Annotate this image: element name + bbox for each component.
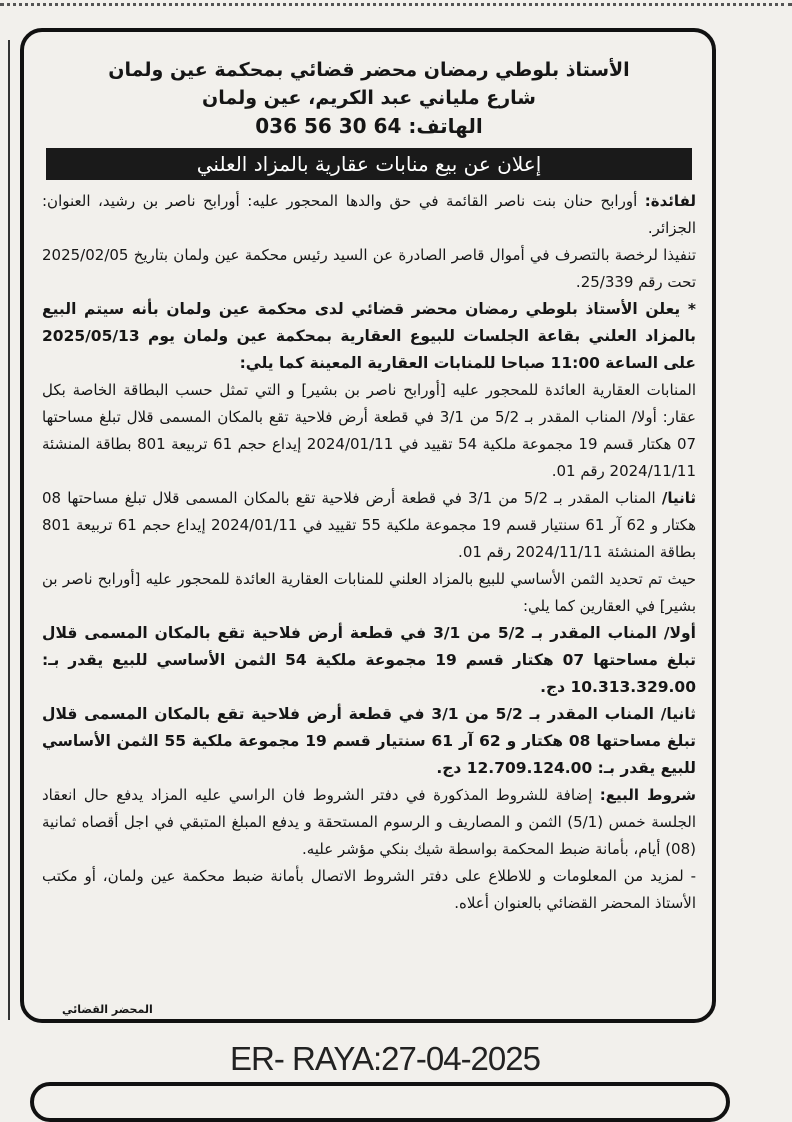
sale-conditions-label: شروط البيع: (599, 786, 696, 804)
next-notice-frame (30, 1082, 730, 1122)
bailiff-name: الأستاذ بلوطي رمضان محضر قضائي بمحكمة عين ولمان (108, 59, 630, 81)
bailiff-address: شارع ملياني عبد الكريم، عين ولمان (202, 87, 536, 109)
phone-number: 036 56 30 64 (255, 114, 402, 138)
base-price-second: ثانيا/ المناب المقدر بـ 5/2 من 3/1 في قطعة أرض فلاحية تقع بالمكان المسمى قلال تبلغ مساحتها 08 هكتار و 62 آر 61 سنتيار قسم 19 مجموعة ملكية 55 الثمن الأساسي للبيع يقدر بـ: 12.709.124.00 دج. (42, 705, 697, 777)
second-label: ثانيا/ (661, 489, 696, 507)
signature-row (42, 1003, 696, 1035)
base-price-intro: حيث تم تحديد الثمن الأساسي للبيع بالمزاد العلني للمنابات العقارية العائدة للمحجور عليه [أورابح ناصر بن بشير] في العقارين كما يلي: (42, 570, 696, 615)
adjacent-column-edge (0, 40, 10, 1020)
property-description-second (42, 485, 696, 566)
newspaper-footer: ER- RAYA:27-04-2025 (230, 1040, 540, 1077)
beneficiary-label: لفائدة: (644, 192, 696, 210)
phone-label: الهاتف: (408, 114, 483, 138)
bailiff-phone (42, 112, 696, 140)
base-price-first: أولا/ المناب المقدر بـ 5/2 من 3/1 في قطعة أرض فلاحية تقع بالمكان المسمى قلال تبلغ مساحتها 07 هكتار قسم 19 مجموعة ملكية 54 الثمن الأساسي للبيع يقدر بـ: 10.313.329.00 دج. (42, 624, 696, 696)
notice-title-banner: إعلان عن بيع منابات عقارية بالمزاد العلني (46, 148, 692, 180)
beneficiary-paragraph (42, 188, 696, 242)
sale-conditions-text: إضافة للشروط المذكورة في دفتر الشروط فان الراسي عليه المزاد يدفع حال انعقاد الجلسة خمس (5/1) الثمن و المصاريف و الرسوم المستحقة و يدفع المبلغ المتبقي في اجل أقصاه ثمانية (08) أيام، بأمانة ضبط المحكمة بواسطة شيك بنكي مؤشر عليه. (42, 786, 697, 858)
signature: المحضر القضائي (62, 1003, 153, 1016)
notice-content (42, 56, 696, 917)
more-info-paragraph: - لمزيد من المعلومات و للاطلاع على دفتر الشروط الاتصال بأمانة ضبط محكمة عين ولمان، أو مكتب الأستاذ المحضر القضائي بالعنوان أعلاه. (42, 867, 696, 912)
property-description-first: المنابات العقارية العائدة للمحجور عليه [أورابح ناصر بن بشير] و التي تمثل حسب البطاقة الخاصة بكل عقار: أولا/ المناب المقدر بـ 5/2 من 3/1 في قطعة أرض فلاحية تقع بالمكان المسمى قلال تبلغ مساحتها 07 هكتار قسم 19 مجموعة ملكية 54 تقييد في 2024/01/11 إيداع حجم 61 تربيعة 801 بطاقة المنشئة 2024/11/11 رقم 01. (42, 381, 697, 480)
top-dotted-rule (0, 3, 792, 6)
second-text: المناب المقدر بـ 5/2 من 3/1 في قطعة أرض فلاحية تقع بالمكان المسمى قلال تبلغ مساحتها 08 هكتار و 62 آر 61 سنتيار قسم 19 مجموعة ملكية 55 تقييد في 2024/01/11 إيداع حجم 61 تربيعة 801 بطاقة المنشئة 2024/11/11 رقم 01. (42, 489, 696, 561)
beneficiary-text: أورابح حنان بنت ناصر القائمة في حق والدها المحجور عليه: أورابح ناصر بن رشيد، العنوان: الجزائر. (42, 192, 696, 237)
sale-conditions (42, 782, 696, 863)
authorization-paragraph: تنفيذا لرخصة بالتصرف في أموال قاصر الصادرة عن السيد رئيس محكمة عين ولمان بتاريخ 2025/02/05 تحت رقم 25/339. (42, 246, 696, 291)
auction-announcement: * يعلن الأستاذ بلوطي رمضان محضر قضائي لدى محكمة عين ولمان بأنه سيتم البيع بالمزاد العلني بقاعة الجلسات للبيوع العقارية بمحكمة عين ولمان يوم 2025/05/13 على الساعة 11:00 صباحا للمنابات العقارية المعينة كما يلي: (42, 300, 696, 372)
